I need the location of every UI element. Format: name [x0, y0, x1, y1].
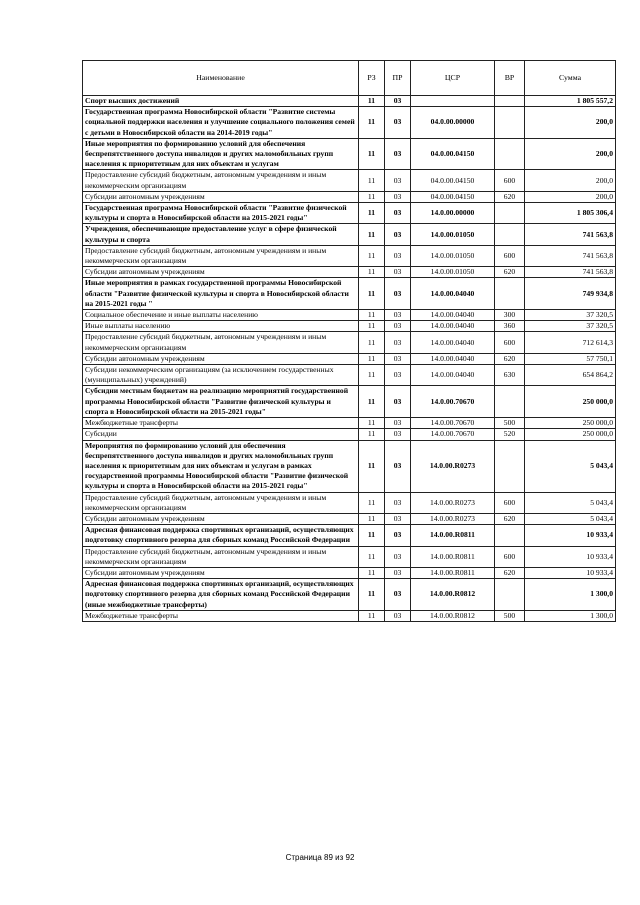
cell-rz: 11 — [359, 546, 385, 567]
cell-name: Спорт высших достижений — [83, 96, 359, 107]
table-row — [83, 546, 616, 567]
cell-pr: 03 — [385, 245, 411, 266]
table-body — [83, 96, 616, 622]
table-row — [83, 513, 616, 524]
table-row — [83, 224, 616, 245]
cell-rz: 11 — [359, 492, 385, 513]
cell-rz: 11 — [359, 310, 385, 321]
cell-sum: 200,0 — [525, 107, 616, 139]
table-row — [83, 525, 616, 546]
cell-vr: 500 — [495, 610, 525, 621]
table-row — [83, 418, 616, 429]
cell-sum: 749 934,8 — [525, 278, 616, 310]
cell-name: Субсидии автономным учреждениям — [83, 353, 359, 364]
cell-sum: 37 320,5 — [525, 310, 616, 321]
cell-rz: 11 — [359, 353, 385, 364]
table-row — [83, 353, 616, 364]
cell-sum: 5 043,4 — [525, 492, 616, 513]
cell-vr: 620 — [495, 267, 525, 278]
cell-sum: 741 563,8 — [525, 245, 616, 266]
table-row — [83, 96, 616, 107]
cell-csr: 14.0.00.R0811 — [411, 546, 495, 567]
cell-rz: 11 — [359, 610, 385, 621]
table-row — [83, 310, 616, 321]
cell-pr: 03 — [385, 610, 411, 621]
cell-csr: 04.0.00.00000 — [411, 107, 495, 139]
cell-csr: 14.0.00.00000 — [411, 203, 495, 224]
cell-pr: 03 — [385, 310, 411, 321]
cell-sum: 250 000,0 — [525, 429, 616, 440]
cell-name: Субсидии автономным учреждениям — [83, 191, 359, 202]
page-number: Страница 89 из 92 — [285, 853, 355, 862]
cell-name: Адресная финансовая поддержка спортивных организаций, осуществляющих подготовку спортивного резерва для сборных команд Российской Федерации (иные межбюджетные трансферты) — [83, 579, 359, 611]
table-row — [83, 245, 616, 266]
cell-name: Субсидии некоммерческим организациям (за исключением государственных (муниципальных) учреждений) — [83, 365, 359, 386]
cell-pr: 03 — [385, 386, 411, 418]
cell-vr: 600 — [495, 170, 525, 191]
cell-pr: 03 — [385, 138, 411, 170]
cell-csr: 14.0.00.04040 — [411, 332, 495, 353]
cell-name: Межбюджетные трансферты — [83, 418, 359, 429]
cell-rz: 11 — [359, 107, 385, 139]
cell-sum: 37 320,5 — [525, 321, 616, 332]
cell-rz: 11 — [359, 429, 385, 440]
table-row — [83, 429, 616, 440]
table-row — [83, 386, 616, 418]
table-row — [83, 278, 616, 310]
cell-vr: 600 — [495, 332, 525, 353]
cell-pr: 03 — [385, 353, 411, 364]
cell-vr: 600 — [495, 492, 525, 513]
cell-rz: 11 — [359, 170, 385, 191]
cell-name: Предоставление субсидий бюджетным, автономным учреждениям и иным некоммерческим организациям — [83, 245, 359, 266]
cell-name: Предоставление субсидий бюджетным, автономным учреждениям и иным некоммерческим организациям — [83, 332, 359, 353]
cell-rz: 11 — [359, 96, 385, 107]
table-row — [83, 492, 616, 513]
cell-pr: 03 — [385, 203, 411, 224]
cell-rz: 11 — [359, 513, 385, 524]
cell-sum: 712 614,3 — [525, 332, 616, 353]
cell-vr: 360 — [495, 321, 525, 332]
cell-rz: 11 — [359, 567, 385, 578]
header-pr: ПР — [385, 61, 411, 96]
cell-sum: 200,0 — [525, 191, 616, 202]
cell-csr: 04.0.00.04150 — [411, 138, 495, 170]
cell-name: Социальное обеспечение и иные выплаты населению — [83, 310, 359, 321]
cell-sum: 10 933,4 — [525, 567, 616, 578]
cell-pr: 03 — [385, 429, 411, 440]
cell-rz: 11 — [359, 321, 385, 332]
cell-csr: 14.0.00.01050 — [411, 245, 495, 266]
cell-sum: 5 043,4 — [525, 440, 616, 492]
cell-rz: 11 — [359, 203, 385, 224]
cell-vr: 600 — [495, 245, 525, 266]
table-row — [83, 365, 616, 386]
cell-csr: 14.0.00.70670 — [411, 418, 495, 429]
cell-vr: 500 — [495, 418, 525, 429]
cell-pr: 03 — [385, 332, 411, 353]
cell-pr: 03 — [385, 525, 411, 546]
cell-name: Предоставление субсидий бюджетным, автономным учреждениям и иным некоммерческим организациям — [83, 546, 359, 567]
cell-name: Субсидии автономным учреждениям — [83, 567, 359, 578]
cell-sum: 250 000,0 — [525, 418, 616, 429]
cell-pr: 03 — [385, 321, 411, 332]
cell-csr: 14.0.00.R0811 — [411, 567, 495, 578]
cell-sum: 10 933,4 — [525, 546, 616, 567]
cell-vr: 620 — [495, 353, 525, 364]
cell-name: Субсидии местным бюджетам на реализацию мероприятий государственной программы Новосибирской области "Развитие физической культуры и спорта в Новосибирской области на 2015-2021 годы" — [83, 386, 359, 418]
cell-csr: 14.0.00.01050 — [411, 224, 495, 245]
header-rz: РЗ — [359, 61, 385, 96]
cell-sum: 1 300,0 — [525, 579, 616, 611]
cell-sum: 200,0 — [525, 138, 616, 170]
cell-csr: 14.0.00.70670 — [411, 386, 495, 418]
cell-csr: 04.0.00.04150 — [411, 170, 495, 191]
cell-name: Иные мероприятия в рамках государственной программы Новосибирской области "Развитие физической культуры и спорта в Новосибирской области на 2015-2021 годы " — [83, 278, 359, 310]
cell-vr: 520 — [495, 429, 525, 440]
cell-vr — [495, 96, 525, 107]
cell-pr: 03 — [385, 418, 411, 429]
cell-pr: 03 — [385, 278, 411, 310]
cell-sum: 57 750,1 — [525, 353, 616, 364]
cell-sum: 741 563,8 — [525, 267, 616, 278]
cell-csr — [411, 96, 495, 107]
cell-vr: 620 — [495, 191, 525, 202]
cell-sum: 5 043,4 — [525, 513, 616, 524]
cell-pr: 03 — [385, 267, 411, 278]
cell-vr — [495, 224, 525, 245]
cell-vr — [495, 579, 525, 611]
budget-table — [82, 60, 616, 622]
cell-rz: 11 — [359, 440, 385, 492]
cell-vr — [495, 138, 525, 170]
cell-vr: 600 — [495, 546, 525, 567]
cell-rz: 11 — [359, 386, 385, 418]
cell-rz: 11 — [359, 332, 385, 353]
cell-name: Иные мероприятия по формированию условий для обеспечения беспрепятственного доступа инвалидов и других маломобильных групп населения к приоритетным для них объектам и услугам — [83, 138, 359, 170]
cell-rz: 11 — [359, 365, 385, 386]
cell-name: Субсидии автономным учреждениям — [83, 513, 359, 524]
cell-vr — [495, 440, 525, 492]
cell-pr: 03 — [385, 440, 411, 492]
cell-vr — [495, 386, 525, 418]
cell-pr: 03 — [385, 191, 411, 202]
cell-rz: 11 — [359, 224, 385, 245]
table-row — [83, 138, 616, 170]
cell-sum: 654 864,2 — [525, 365, 616, 386]
table-row — [83, 567, 616, 578]
cell-csr: 14.0.00.R0273 — [411, 492, 495, 513]
cell-vr: 620 — [495, 513, 525, 524]
cell-name: Учреждения, обеспечивающие предоставление услуг в сфере физической культуры и спорта — [83, 224, 359, 245]
cell-name: Субсидии автономным учреждениям — [83, 267, 359, 278]
cell-pr: 03 — [385, 567, 411, 578]
cell-vr — [495, 107, 525, 139]
cell-vr — [495, 525, 525, 546]
cell-rz: 11 — [359, 191, 385, 202]
header-vr: ВР — [495, 61, 525, 96]
cell-vr: 300 — [495, 310, 525, 321]
cell-name: Адресная финансовая поддержка спортивных организаций, осуществляющих подготовку спортивного резерва для сборных команд Российской Федерации — [83, 525, 359, 546]
cell-csr: 14.0.00.R0811 — [411, 525, 495, 546]
table-row — [83, 579, 616, 611]
cell-sum: 1 805 557,2 — [525, 96, 616, 107]
table-row — [83, 321, 616, 332]
table-header-row — [83, 61, 616, 96]
table-row — [83, 170, 616, 191]
cell-csr: 14.0.00.R0273 — [411, 513, 495, 524]
cell-rz: 11 — [359, 138, 385, 170]
cell-sum: 1 300,0 — [525, 610, 616, 621]
cell-pr: 03 — [385, 107, 411, 139]
cell-rz: 11 — [359, 267, 385, 278]
cell-rz: 11 — [359, 579, 385, 611]
cell-csr: 14.0.00.R0812 — [411, 610, 495, 621]
cell-name: Государственная программа Новосибирской области "Развитие системы социальной поддержки населения и улучшение социального положения семей с детьми в Новосибирской области на 2014-2019 годы" — [83, 107, 359, 139]
cell-csr: 14.0.00.01050 — [411, 267, 495, 278]
cell-pr: 03 — [385, 579, 411, 611]
cell-csr: 14.0.00.04040 — [411, 365, 495, 386]
cell-name: Мероприятия по формированию условий для обеспечения беспрепятственного доступа инвалидов и других маломобильных групп населения к приоритетным для них объектам и услугам в рамках государственной программы Новосибирской области "Развитие физической культуры и спорта в Новосибирской области на 2015-2021 годы" — [83, 440, 359, 492]
cell-rz: 11 — [359, 525, 385, 546]
cell-csr: 04.0.00.04150 — [411, 191, 495, 202]
cell-rz: 11 — [359, 245, 385, 266]
table-row — [83, 440, 616, 492]
cell-sum: 200,0 — [525, 170, 616, 191]
cell-vr — [495, 278, 525, 310]
cell-name: Межбюджетные трансферты — [83, 610, 359, 621]
cell-name: Предоставление субсидий бюджетным, автономным учреждениям и иным некоммерческим организациям — [83, 170, 359, 191]
cell-csr: 14.0.00.R0812 — [411, 579, 495, 611]
cell-csr: 14.0.00.04040 — [411, 321, 495, 332]
cell-pr: 03 — [385, 224, 411, 245]
cell-pr: 03 — [385, 513, 411, 524]
cell-name: Субсидии — [83, 429, 359, 440]
table-row — [83, 107, 616, 139]
table-row — [83, 203, 616, 224]
cell-csr: 14.0.00.04040 — [411, 278, 495, 310]
table-row — [83, 332, 616, 353]
cell-csr: 14.0.00.04040 — [411, 310, 495, 321]
cell-sum: 1 805 306,4 — [525, 203, 616, 224]
cell-csr: 14.0.00.R0273 — [411, 440, 495, 492]
table-row — [83, 610, 616, 621]
cell-pr: 03 — [385, 170, 411, 191]
cell-rz: 11 — [359, 278, 385, 310]
header-sum: Сумма — [525, 61, 616, 96]
cell-csr: 14.0.00.70670 — [411, 429, 495, 440]
table-row — [83, 267, 616, 278]
cell-name: Государственная программа Новосибирской области "Развитие физической культуры и спорта в Новосибирской области на 2015-2021 годы" — [83, 203, 359, 224]
cell-name: Предоставление субсидий бюджетным, автономным учреждениям и иным некоммерческим организациям — [83, 492, 359, 513]
cell-pr: 03 — [385, 546, 411, 567]
table-row — [83, 191, 616, 202]
header-name: Наименование — [83, 61, 359, 96]
cell-pr: 03 — [385, 96, 411, 107]
cell-name: Иные выплаты населению — [83, 321, 359, 332]
cell-vr: 630 — [495, 365, 525, 386]
cell-vr: 620 — [495, 567, 525, 578]
cell-csr: 14.0.00.04040 — [411, 353, 495, 364]
cell-sum: 10 933,4 — [525, 525, 616, 546]
header-csr: ЦСР — [411, 61, 495, 96]
cell-sum: 741 563,8 — [525, 224, 616, 245]
cell-pr: 03 — [385, 365, 411, 386]
cell-pr: 03 — [385, 492, 411, 513]
cell-vr — [495, 203, 525, 224]
cell-rz: 11 — [359, 418, 385, 429]
cell-sum: 250 000,0 — [525, 386, 616, 418]
